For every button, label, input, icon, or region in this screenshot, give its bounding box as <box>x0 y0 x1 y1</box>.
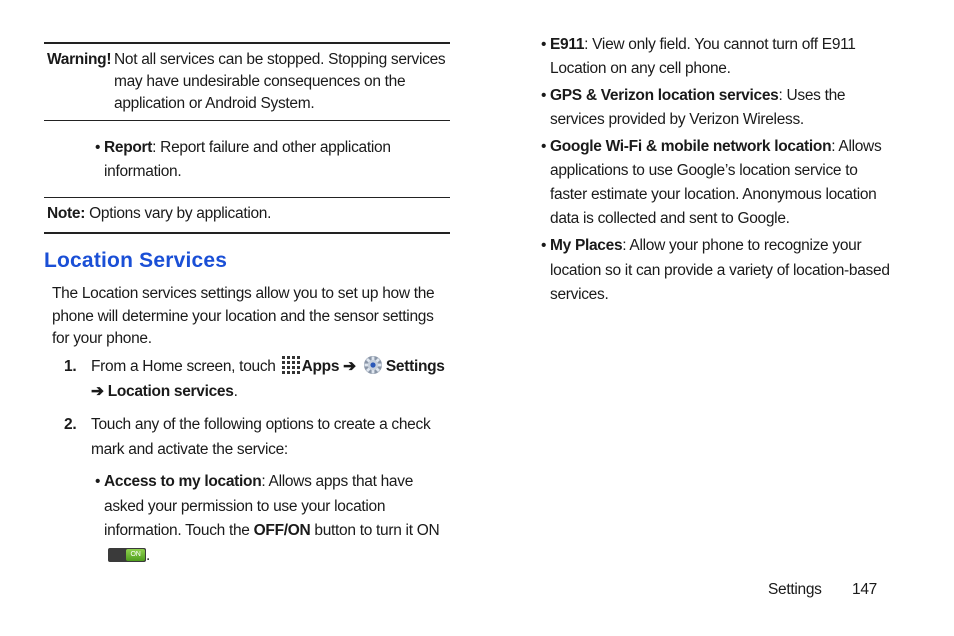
warning-text: Not all services can be stopped. Stopping services may have undesirable consequences on the application or Android System. <box>114 51 446 112</box>
access-term: Access to my location <box>104 473 262 490</box>
apps-grid-icon <box>282 356 300 374</box>
list-item-my-places: • My Places: Allow your phone to recognize your location so it can provide a variety of location-based services. <box>541 237 890 303</box>
off-on-label: OFF/ON <box>253 522 311 539</box>
list-item-e911: • E911: View only field. You cannot turn off E911 Location on any cell phone. <box>541 36 856 77</box>
step-2 <box>64 413 441 462</box>
note-text: Options vary by application. <box>85 205 272 222</box>
note-top-rule <box>44 197 450 198</box>
report-bullet: • Report: Report failure and other application information. <box>95 139 391 180</box>
report-desc: : Report failure and other application information. <box>104 139 391 180</box>
warning-bottom-rule <box>44 120 450 121</box>
page-number: 147 <box>852 581 877 598</box>
report-term: Report <box>104 139 153 156</box>
settings-label: Settings <box>385 358 445 375</box>
section-intro: The Location services settings allow you to set up how the phone will determine your location and the sensor settings for your phone. <box>52 285 435 347</box>
step-2-number: 2. <box>64 416 77 433</box>
warning-top-rule <box>44 42 450 44</box>
section-title: Location Services <box>44 249 228 272</box>
note-label: Note: <box>47 205 86 222</box>
apps-label: Apps <box>301 358 340 375</box>
footer-section: Settings <box>768 581 822 598</box>
list-item-gps-verizon: • GPS & Verizon location services: Uses the services provided by Verizon Wireless. <box>541 87 846 128</box>
note-bottom-rule <box>44 232 450 234</box>
settings-gear-icon <box>363 355 383 375</box>
step-2-text: Touch any of the following options to create a check mark and activate the service: <box>91 416 431 458</box>
list-item-google-wifi: • Google Wi-Fi & mobile network location: Allows applications to use Google’s location service to faster estimate your location. Anonymous location data is collected and sent to Google. <box>541 138 882 227</box>
note <box>47 203 271 225</box>
toggle-on-icon: ON <box>108 548 146 562</box>
step-1: 1. From a Home screen, touch Apps ➔ Settings ➔ Location services. <box>91 355 451 404</box>
access-location-bullet: • Access to my location: Allows apps that have asked your permission to use your location information. Touch the OFF/ON button to turn it ON ON . <box>95 473 440 564</box>
warning-label: Warning! <box>47 51 112 68</box>
warning-box <box>47 49 451 115</box>
step-1-number: 1. <box>64 358 77 375</box>
location-services-label: Location services <box>107 382 234 400</box>
